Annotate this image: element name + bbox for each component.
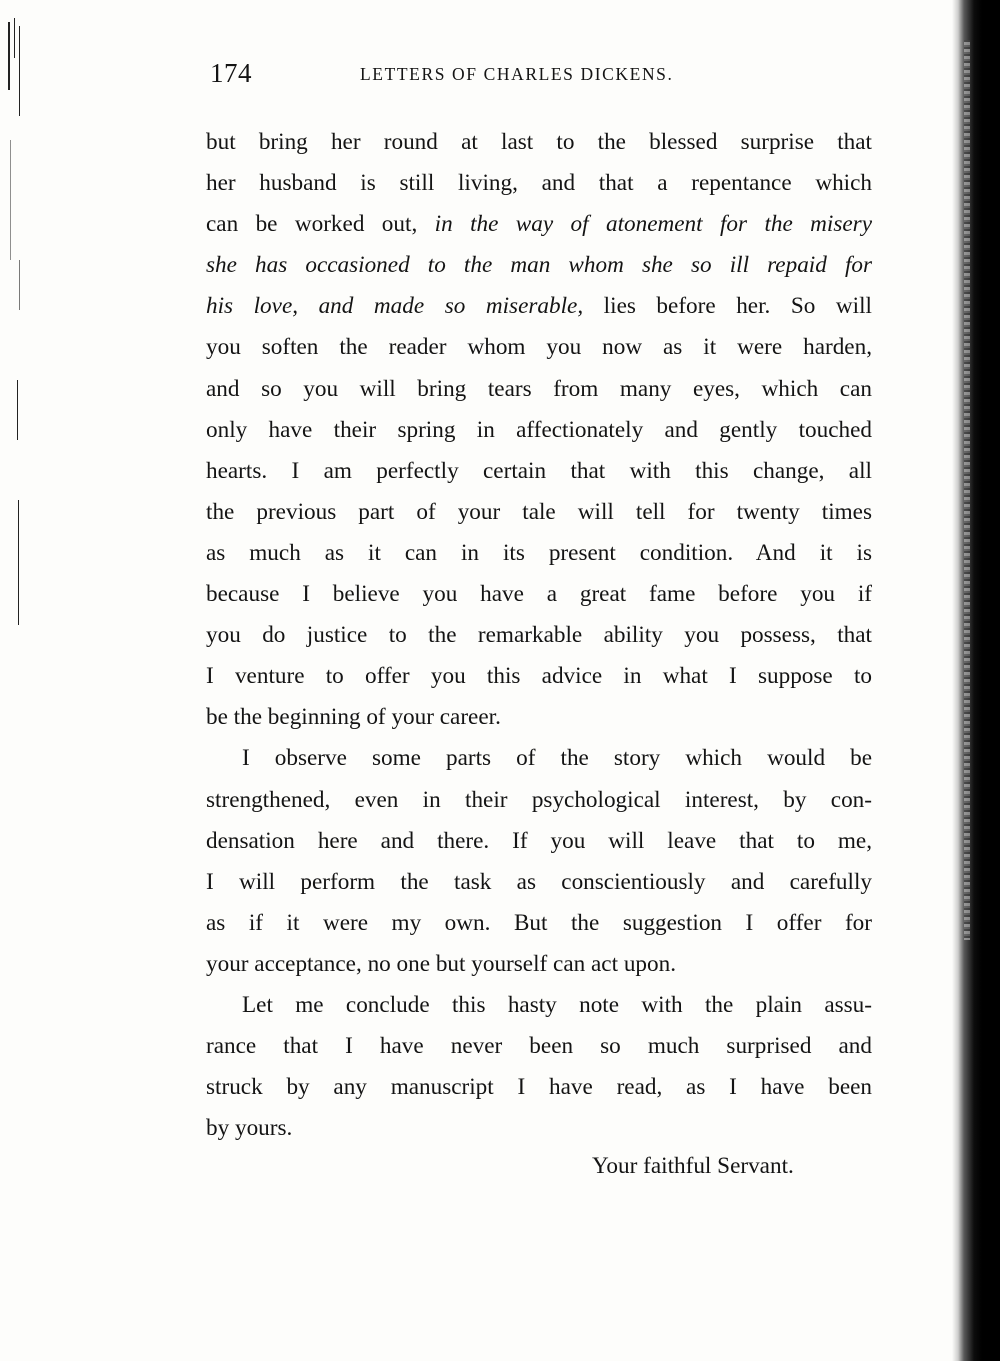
gutter-mark [14, 18, 15, 58]
text-run: can be worked out, [206, 211, 435, 238]
text-line: as much as it can in its present condition. And it is [206, 539, 872, 566]
closing-signature: Your faithful Servant. [592, 1153, 794, 1179]
text-line: densation here and there. If you will leave that to me, [206, 827, 872, 854]
text-line: as if it were my own. But the suggestion I offer for [206, 909, 872, 936]
gutter-mark [8, 22, 10, 90]
gutter-mark [10, 140, 11, 260]
text-run: lies before her. So will [583, 293, 872, 320]
italic-run: in the way of atonement for the misery [434, 211, 872, 238]
text-line: struck by any manuscript I have read, as I have been [206, 1074, 872, 1101]
text-line: and so you will bring tears from many eyes, which can [206, 375, 872, 402]
text-line: Let me conclude this hasty note with the plain assu- [242, 991, 872, 1018]
text-line: her husband is still living, and that a repentance which [206, 170, 872, 197]
text-line: rance that I have never been so much surprised and [206, 1033, 872, 1060]
text-line: strengthened, even in their psychological interest, by con- [206, 786, 872, 813]
running-head: LETTERS OF CHARLES DICKENS. [360, 64, 674, 84]
italic-run: his love, and made so miserable, [206, 293, 584, 320]
text-line: because I believe you have a great fame before you if [206, 581, 872, 608]
text-line: but bring her round at last to the blessed surprise that [206, 129, 872, 155]
text-line: only have their spring in affectionately and gently touched [206, 416, 872, 443]
text-line: the previous part of your tale will tell for twenty times [206, 498, 872, 525]
gutter-mark [19, 260, 20, 310]
text-line [206, 204, 872, 245]
gutter-mark [17, 380, 18, 440]
gutter-mark [18, 500, 19, 625]
text-line: I venture to offer you this advice in what I suppose to [206, 663, 872, 690]
text-line: I observe some parts of the story which would be [242, 745, 872, 772]
binding-shadow [952, 0, 1000, 1361]
text-line: you soften the reader whom you now as it were harden, [206, 334, 872, 361]
italic-run: she has occasioned to the man whom she so ill repaid for [206, 252, 872, 279]
text-line [206, 286, 872, 327]
binding-speckle [964, 40, 970, 940]
text-line: hearts. I am perfectly certain that with this change, all [206, 457, 872, 484]
text-line: be the beginning of your career. [206, 704, 501, 731]
text-line: your acceptance, no one but yourself can act upon. [206, 950, 676, 977]
text-line: you do justice to the remarkable ability you possess, that [206, 622, 872, 649]
text-line [206, 245, 872, 286]
page-number: 174 [210, 58, 252, 88]
letter-body [206, 122, 872, 1149]
gutter-mark [19, 26, 20, 116]
text-line: by yours. [206, 1115, 293, 1142]
page-header [210, 58, 870, 88]
text-line: I will perform the task as conscientiously and carefully [206, 868, 872, 895]
